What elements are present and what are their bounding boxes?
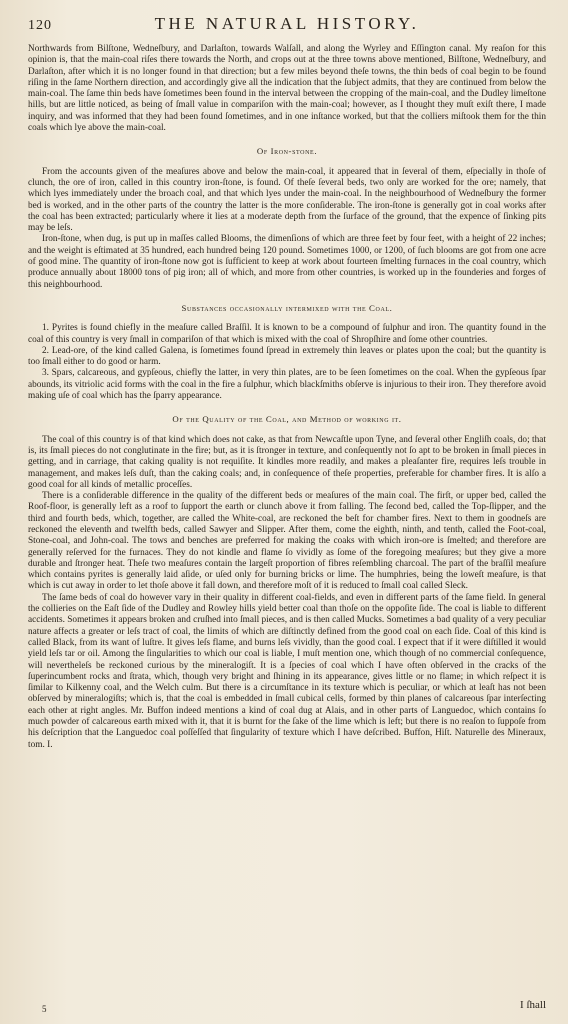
section-heading-quality: Of the Quality of the Coal, and Method of working it. [172, 414, 402, 425]
section-heading-substances: Substances occasionally intermixed with the Coal. [181, 302, 393, 313]
paragraph: There is a conſiderable difference in the quality of the different beds or meaſures of the main coal. The firſt, or upper bed, called the Roof-floor, is generally left as a roof to ſupport the earth or clunch above it from falling. The ſecond bed, called the Top-ſlipper, and the third and fourth beds, which, together, are called the White-coal, are reckoned the beſt for chamber fires. Next to them in goodneſs are reckoned the eleventh and twelfth beds, called Sawyer and Slipper. After them, come the eighth, ninth, and tenth, called the Foot-coal, Stone-coal, and John-coal. The tows and benches are preferred for making the coaks with which iron-ore is ſmelted; and therefore are generally reſerved for the furnaces. They do not kindle and flame ſo vividly as ſome of the foregoing meaſures; but they give a more durable and ſtronger heat. Theſe two meaſures contain the largeſt proportion of fibres reſembling charcoal. The part of the braſſil meaſure which contains pyrites is generally laid aſide, or uſed only for burning bricks or lime. The humphries, being the loweſt meaſure, is that which is cut away in order to let thoſe above it fall down, and therefore moſt of it is reduced to ſmall coal called Sleck. [28, 491, 546, 592]
running-title: THE NATURAL HISTORY. [154, 14, 420, 33]
paragraph: Iron-ſtone, when dug, is put up in maſſes called Blooms, the dimenſions of which are three feet by four feet, with a height of 22 inches; and the weight is eſtimated at 35 hundred, each hundred being 120 pound. Sometimes 1000, or 1200, of ſuch blooms are got from one acre of good mine. The quantity of iron-ſtone now got is ſufficient to keep at work about fourteen ſmelting furnaces in the coal country, which produce annually about 18000 tons of pig iron; all of which, and more from other countries, is worked up in the founderies and forges of this neighbourhood. [28, 234, 546, 290]
running-head [28, 14, 546, 44]
signature-mark: 5 [42, 1004, 47, 1014]
list-item: 3. Spars, calcareous, and gypſeous, chiefly the latter, in very thin plates, are to be ſeen ſometimes on the coal. When the gypſeous ſpar abounds, its vitriolic acid forms with the coal in the fire a ſulphur, which blackſmiths obſerve is injurious to their iron. They therefore avoid making uſe of coal which has the ſparry appearance. [28, 368, 546, 402]
page-number: 120 [28, 18, 52, 33]
paragraph: Northwards from Bilſtone, Wedneſbury, and Darlaſton, towards Walſall, and along the Wyrley and Eſſington canal. My reaſon for this opinion is, that the main-coal riſes there towards the North, and crops out at the three towns above mentioned, Bilſtone, Wedneſbury, and Darlaſton, after which it is no longer found in that direction; but a few miles beyond theſe towns, the thin beds of coal begin to be found riſing in the ſame Northern direction, and accordingly give all the indication that the ſubject admits, that they are continued from below the main-coal. The ſame thin beds have ſometimes been found in the interval between the cropping of the main-coal, and the Dudley limeſtone hills, but are little noticed, as being of ſmall value in compariſon with the main-coal; however, as I thought they muſt exiſt there, I made inquiry, and was informed that they had been found ſometimes, and in one inſtance worked, but that the colliers miſtook them for the thin coals which lye above the main-coal. [28, 44, 546, 134]
paragraph: The ſame beds of coal do however vary in their quality in different coal-fields, and even in different parts of the ſame field. In general the collieries on the Eaſt ſide of the Dudley and Rowley hills yield better coal than thoſe on the oppoſite ſide. The coal is liable to different accidents. Sometimes it appears broken and cruſhed into ſmall pieces, and is then called Mucks. Sometimes a bad quality of a very peculiar nature affects a greater or leſs tract of coal, the limits of which are diſtinctly defined from the good coal on each ſide. Coal of this kind is called Black, from its want of luſtre. It gives leſs flame, and burns leſs vividly, than the good coal. I expect that if it were diſtilled it would yield leſs tar or oil. Among the ſingularities to which our coal is liable, I muſt mention one, which though of no commercial conſequence, will nevertheleſs be reckoned curious by the mineralogiſt. It is a ſpecies of coal which I have often obſerved in the cracks of the ſuperincumbent rocks and ſtrata, which, though very bright and ſhining in its appearance, gives little or no flame; in which reſpect it is ſimilar to Kilkenny coal, and the Welch culm. But there is a circumſtance in its texture which is peculiar, or which at leaſt has not been obſerved by mineralogiſts; which is, that the coal is embedded in ſmall cubical cells, formed by thin planes of calcareous ſpar interſecting each other at right angles. Mr. Buffon indeed mentions a kind of coal dug at Alais, and in other parts of Languedoc, which contains ſo much powder of calcareous earth mixed with it, that it is burnt for the ſake of the lime which is left; but there is no reaſon to ſuppoſe from his deſcription that the Languedoc coal poſſeſſed that ſingularity of texture which I have deſcribed. Buffon, Hiſt. Naturelle des Mineraux, tom. I. [28, 592, 546, 750]
section-heading-iron-stone: Of Iron-stone. [256, 146, 318, 157]
list-item: 2. Lead-ore, of the kind called Galena, is ſometimes found ſpread in extremely thin leaves or plates upon the coal; but the quantity is too ſmall either to do good or harm. [28, 345, 546, 368]
paragraph: From the accounts given of the meaſures above and below the main-coal, it appeared that in ſeveral of them, eſpecially in thoſe of clunch, the ore of iron, called in this country iron-ſtone, is found. Of theſe ſeveral beds, two only are worked for the ore; namely, that which lyes immediately under the broach coal, and that which lyes under the main-coal. In the neighbourhood of Wedneſbury the former bed is worked, and in the other parts of the country the latter is the more conſiderable. The iron-ſtone is generally got in coal works after the coal has been extracted; particularly where it lies at a moderate depth from the ſurface of the ground, that the expence of ſinking pits may be leſs. [28, 166, 546, 234]
list-item: 1. Pyrites is found chiefly in the meaſure called Braſſil. It is known to be a compound of ſulphur and iron. The quantity found in the coal of this country is very ſmall in compariſon of that which is mixed with the coal of Shropſhire and ſome other countries. [28, 323, 546, 345]
catchword: I ſhall [520, 999, 546, 1011]
substances-list [28, 323, 546, 402]
body-text [28, 44, 546, 751]
paragraph: The coal of this country is of that kind which does not cake, as that from Newcaſtle upon Tyne, and ſeveral other Engliſh coals, do; that is, its ſmall pieces do not conglutinate in the fire; but, as it is ſtronger in texture, and conſequently not ſo apt to be broken in ſmall pieces in getting, and in carriage, that caking quality is not requiſite. It kindles more readily, and makes a pleaſanter fire, requires leſs trouble in management, and makes leſs duſt, than the caking coals; and, in conſequence of theſe properties, preferable for chamber fires. It is alſo a good coal for all kinds of metallic proceſſes. [28, 434, 546, 490]
